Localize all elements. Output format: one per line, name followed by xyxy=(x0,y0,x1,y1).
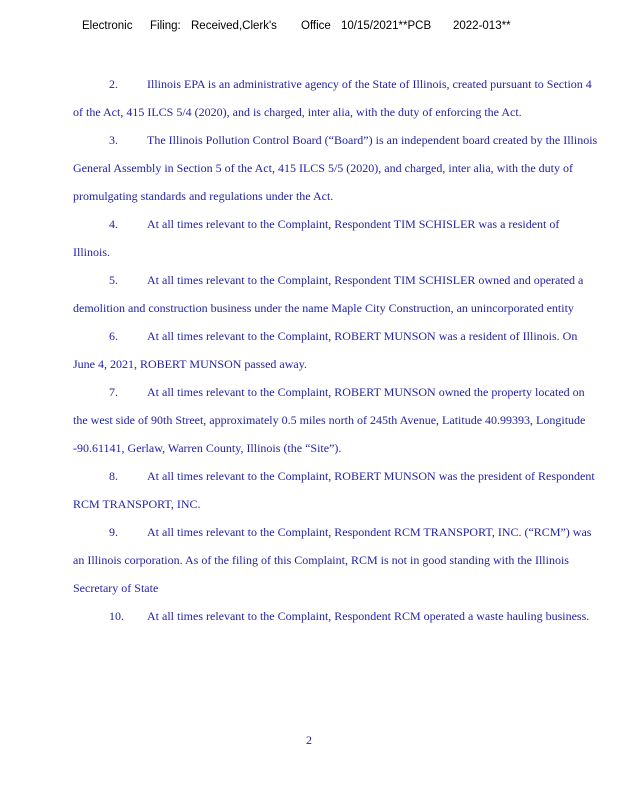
paragraph-8 xyxy=(73,462,598,518)
page-number: 2 xyxy=(306,733,312,747)
paragraph-10 xyxy=(73,602,598,630)
header-electronic: Electronic xyxy=(82,20,133,32)
paragraph-text: At all times relevant to the Complaint, Respondent RCM operated a waste hauling business. xyxy=(147,609,590,623)
paragraph-text: At all times relevant to the Complaint, ROBERT MUNSON owned the property located on the west side of 90th Street, approximately 0.5 miles north of 245th Avenue, Latitude 40.99393, Longitude -90.61141, Gerlaw, Warren County, Illinois (the “Site”). xyxy=(73,385,586,455)
document-body xyxy=(73,70,598,630)
paragraph-2 xyxy=(73,70,598,126)
paragraph-text: At all times relevant to the Complaint, Respondent RCM TRANSPORT, INC. (“RCM”) was an Illinois corporation. As of the filing of this Complaint, RCM is not in good standing with the Illinois Secretary of State xyxy=(73,525,592,595)
paragraph-5 xyxy=(73,266,598,322)
paragraph-number: 2. xyxy=(109,77,118,91)
paragraph-3 xyxy=(73,126,598,210)
filing-header xyxy=(82,20,511,32)
header-filing: Filing: xyxy=(150,20,181,32)
header-date-stamp: 10/15/2021**PCB xyxy=(341,20,432,32)
paragraph-text: At all times relevant to the Complaint, ROBERT MUNSON was a resident of Illinois. On June 4, 2021, ROBERT MUNSON passed away. xyxy=(73,329,578,371)
paragraph-number: 6. xyxy=(109,329,118,343)
header-received: Received,Clerk's xyxy=(191,20,277,32)
paragraph-number: 7. xyxy=(109,385,118,399)
paragraph-number: 9. xyxy=(109,525,118,539)
header-office: Office xyxy=(301,20,331,32)
paragraph-6 xyxy=(73,322,598,378)
paragraph-text: Illinois EPA is an administrative agency of the State of Illinois, created pursuant to Section 4 of the Act, 415 ILCS 5/4 (2020), and is charged, inter alia, with the duty of enforcing the Act. xyxy=(73,77,592,119)
paragraph-4 xyxy=(73,210,598,266)
paragraph-text: At all times relevant to the Complaint, Respondent TIM SCHISLER was a resident of Illinois. xyxy=(73,217,560,259)
paragraph-number: 10. xyxy=(109,609,124,623)
paragraph-number: 8. xyxy=(109,469,118,483)
paragraph-text: At all times relevant to the Complaint, ROBERT MUNSON was the president of Respondent RCM TRANSPORT, INC. xyxy=(73,469,595,511)
paragraph-text: At all times relevant to the Complaint, Respondent TIM SCHISLER owned and operated a demolition and construction business under the name Maple City Construction, an unincorporated entity xyxy=(73,273,584,315)
paragraph-text: The Illinois Pollution Control Board (“Board”) is an independent board created by the Illinois General Assembly in Section 5 of the Act, 415 ILCS 5/5 (2020), and charged, inter alia, with the duty of promulgating standards and regulations under the Act. xyxy=(73,133,598,203)
header-case-number: 2022-013** xyxy=(453,20,511,32)
paragraph-7 xyxy=(73,378,598,462)
paragraph-9 xyxy=(73,518,598,602)
paragraph-number: 5. xyxy=(109,273,118,287)
paragraph-number: 3. xyxy=(109,133,118,147)
paragraph-number: 4. xyxy=(109,217,118,231)
